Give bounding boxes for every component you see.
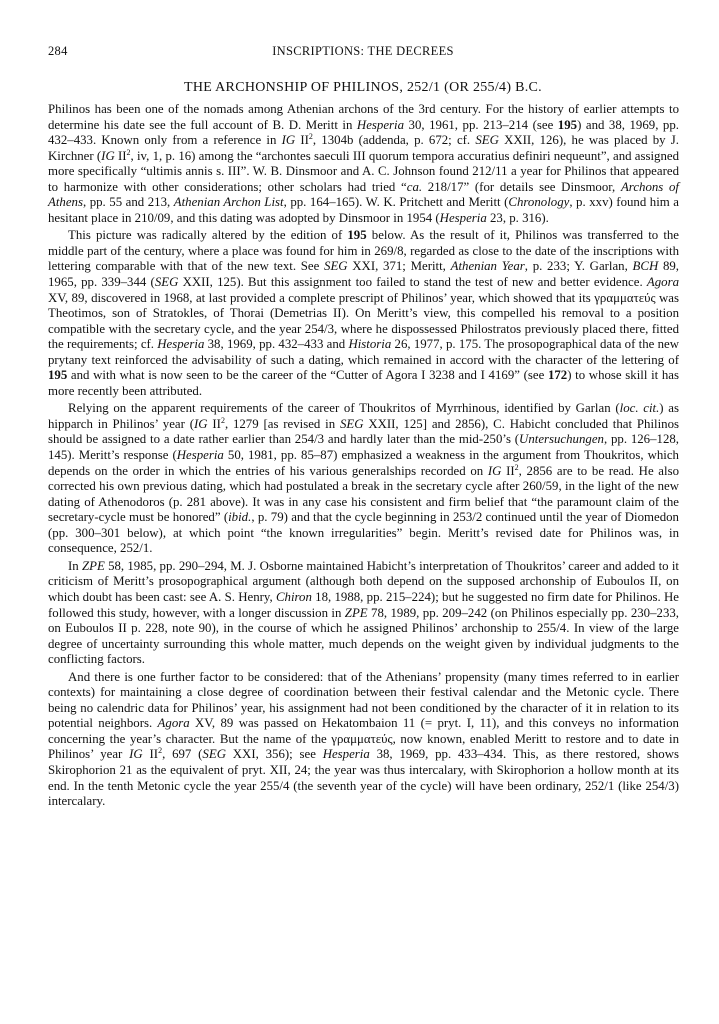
text-run: , pp. 126–128, 145). Meritt’s response ( — [48, 432, 679, 463]
superscript: 2 — [308, 132, 313, 142]
italic-citation: SEG — [202, 747, 226, 762]
italic-citation: loc. cit. — [619, 401, 660, 416]
italic-citation: SEG — [475, 133, 499, 148]
paragraph — [48, 228, 679, 399]
text-run: II — [207, 416, 221, 431]
text-run: XXII, 126), he was placed by J. Kirchner ( — [48, 133, 679, 163]
text-run: 89, 1965, pp. 339–344 ( — [48, 259, 680, 290]
italic-citation: Archons of Athens — [48, 179, 679, 210]
italic-citation: Historia — [348, 337, 392, 352]
italic-citation: Hesperia — [439, 210, 487, 225]
text-run: , 697 ( — [162, 747, 203, 762]
italic-citation: IG — [281, 133, 296, 148]
italic-citation: SEG — [324, 259, 348, 274]
italic-citation: Hesperia — [176, 448, 224, 463]
text-run: II — [295, 133, 309, 148]
text-run: 78, 1989, pp. 209–242 (on Philinos especially pp. 230–233, on Euboulos II p. 228, note 90), in the course of which he assigned Philinos’ archonship to 255/4. In view of the large degree of uncertainty surrounding this whole matter, much depends on the weight given by individual judgments to the conflicting factors. — [48, 605, 679, 667]
text-run: II — [142, 747, 159, 762]
italic-citation: ca. — [406, 179, 423, 194]
italic-citation: Hesperia — [157, 337, 205, 352]
bold-reference: 172 — [547, 368, 568, 383]
italic-citation: BCH — [632, 259, 659, 274]
text-run: , p. 79) and that the cycle beginning in 253/2 continued until the year of Diomedon (pp. 300–301 below), at which point “the known irregularities” begin. Meritt’s revised date for Philinos was, in consequence, 252/1. — [48, 510, 679, 556]
text-run: 218/17” (for details see Dinsmoor, — [422, 179, 621, 194]
superscript: 2 — [220, 415, 225, 425]
text-run: 50, 1981, pp. 85–87) emphasized a weakness in the argument from Thoukritos, which depends on the order in which the entries of his various generalships recorded on — [48, 448, 679, 478]
paragraph — [48, 102, 679, 226]
italic-citation: Agora — [646, 275, 679, 290]
text-run: XV, 89 was passed on Hekatombaion 11 (= pryt. I, 11), and this conveys no information concerning the year’s character. But the name of the γραμματεύς, now known, enabled Meritt to restore and to date in Philinos’ year — [48, 716, 679, 762]
text-run: II — [501, 463, 515, 478]
text-run: Relying on the apparent requirements of the career of Thoukritos of Myrrhinous, identified by Garlan ( — [68, 401, 620, 416]
bold-reference: 195 — [557, 117, 578, 132]
text-run: In — [68, 558, 82, 573]
italic-citation: Athenian Archon List — [173, 195, 284, 210]
text-run: , p. xxv) found him a hesitant place in 210/09, and this dating was adopted by Dinsmoor in 1954 ( — [48, 195, 680, 225]
text-run: XXII, 125). But this assignment too failed to stand the test of new and better evidence. — [178, 275, 647, 290]
text-run: 38, 1969, pp. 433–434. This, as there restored, shows Skirophorion 21 as the equivalent of pryt. XII, 24; the year was thus intercalary, with Skirophorion a hollow month at its end. In the tenth Metonic cycle the year 255/4 (the seventh year of the cycle) will have been ordinary, 252/1 (like 254/3) intercalary. — [48, 747, 679, 809]
italic-citation: Untersuchungen — [519, 432, 604, 447]
text-run: 58, 1985, pp. 290–294, M. J. Osborne maintained Habicht’s interpretation of Thoukritos’ career and added to it criticism of Meritt’s prosopographical argument (although both depend on the supposed archonship of Euboulos II, on which doubt has been cast: see A. S. Henry, — [48, 558, 679, 604]
italic-citation: Chiron — [275, 589, 312, 604]
text-run: , 2856 are to be read. He also corrected his own previous dating, which had postulated a break in the secretary cycle after 260/59, in the light of the new dating of Athenodoros (p. 281 above). It was in any case his consistent and firm belief that “the paramount claim of the secretary-cycle must be honored” ( — [48, 463, 680, 525]
section-title: THE ARCHONSHIP OF PHILINOS, 252/1 (OR 255/4) B.C. — [184, 80, 542, 95]
italic-citation: Agora — [157, 716, 190, 731]
superscript: 2 — [514, 462, 519, 472]
text-run: This picture was radically altered by the edition of — [68, 228, 348, 243]
page-number: 284 — [48, 44, 68, 58]
text-run: XXI, 371; Meritt, — [347, 259, 451, 274]
text-run: XV, 89, discovered in 1968, at last provided a complete prescript of Philinos’ year, which showed that its γραμματεύς was Theotimos, son of Stratokles, of Thorai (Demetrias II). On Meritt’s view, this compelled his removal to a position compatible with the secretary cycle, and the year 254/3, where he dispossessed Philostratos previously placed there, fitted the requirements; cf. — [48, 290, 679, 352]
italic-citation: IG — [487, 463, 502, 478]
text-run: , pp. 55 and 213, — [82, 195, 174, 210]
text-run: 18, 1988, pp. 215–224); but he suggested no firm date for Philinos. He followed this study, however, with a longer discussion in — [48, 589, 679, 620]
text-run: XXII, 125] and 2856), C. Habicht concluded that Philinos should be assigned to a date rather earlier than 254/3 and hardly later than the mid-250’s ( — [48, 416, 679, 447]
text-run: ) and 38, 1969, pp. 432–433. Known only from a reference in — [48, 117, 679, 148]
italic-citation: ZPE — [81, 558, 105, 573]
text-run: II — [114, 148, 127, 163]
text-run: , iv, 1, p. 16) among the “archontes saeculi III quorum tempora accuratius definiri nequeunt”, and assigned more specifically “ultimis annis s. III”. W. B. Dinsmoor and A. C. Johnson found 212/11 a year for Philinos that appeared to harmonize with other considerations; other scholars had tried “ — [48, 148, 680, 194]
italic-citation: SEG — [339, 416, 364, 431]
italic-citation: IG — [194, 416, 208, 431]
bold-reference: 195 — [48, 368, 68, 383]
text-run: , 1304b (addenda, p. 672; cf. — [312, 133, 476, 148]
text-run: 30, 1961, pp. 213–214 (see — [404, 117, 558, 132]
text-run: 26, 1977, p. 175. The prosopographical data of the new prytany text reinforced the advisability of such a dating, which remained in accord with the character of the lettering of — [48, 337, 679, 367]
italic-citation: Athenian Year — [450, 259, 525, 274]
page-header — [48, 44, 678, 64]
text-run: XXI, 356); see — [225, 747, 323, 762]
running-head: INSCRIPTIONS: THE DECREES — [272, 44, 454, 58]
text-run: ) to whose skill it has more recently been attributed. — [48, 368, 679, 398]
paragraph — [48, 670, 679, 810]
text-run: and with what is now seen to be the career of the “Cutter of Agora I 3238 and I 4169” (see — [67, 368, 548, 383]
text-run: 38, 1969, pp. 432–433 and — [204, 337, 349, 352]
text-run: Philinos has been one of the nomads among Athenian archons of the 3rd century. For the history of earlier attempts to determine his date see the full account of B. D. Meritt in — [48, 102, 679, 132]
text-run: ) as hipparch in Philinos’ year ( — [48, 401, 679, 431]
text-run: 23, p. 316). — [486, 210, 549, 225]
bold-reference: 195 — [347, 228, 367, 243]
superscript: 2 — [158, 746, 163, 756]
body-text — [48, 102, 679, 810]
italic-citation: Chronology — [508, 195, 570, 210]
italic-citation: IG — [129, 747, 143, 762]
text-run: , pp. 164–165). W. K. Pritchett and Meritt ( — [283, 195, 509, 210]
superscript: 2 — [126, 147, 131, 157]
text-run: , 1279 [as revised in — [224, 416, 340, 431]
paragraph — [48, 401, 679, 556]
italic-citation: ZPE — [344, 605, 368, 620]
text-run: , p. 233; Y. Garlan, — [524, 259, 633, 274]
text-run: And there is one further factor to be considered: that of the Athenians’ propensity (many times referred to in earlier contexts) for maintaining a close degree of coordination between their festival calendar and the Metonic cycle. There being no calendric data for Philinos’ year, his assignment had not been conditioned by the character of it in relation to its potential neighbors. — [48, 669, 679, 731]
italic-citation: Hesperia — [322, 747, 370, 762]
italic-citation: ibid. — [228, 510, 252, 525]
text-run: below. As the result of it, Philinos was transferred to the middle part of the century, where a place was found for him in 269/8, regarded as close to the date of the inscriptions with lettering comparable with that of the new text. See — [48, 228, 680, 274]
paragraph — [48, 559, 679, 668]
italic-citation: Hesperia — [356, 117, 405, 132]
italic-citation: IG — [101, 148, 115, 163]
italic-citation: SEG — [154, 275, 179, 290]
